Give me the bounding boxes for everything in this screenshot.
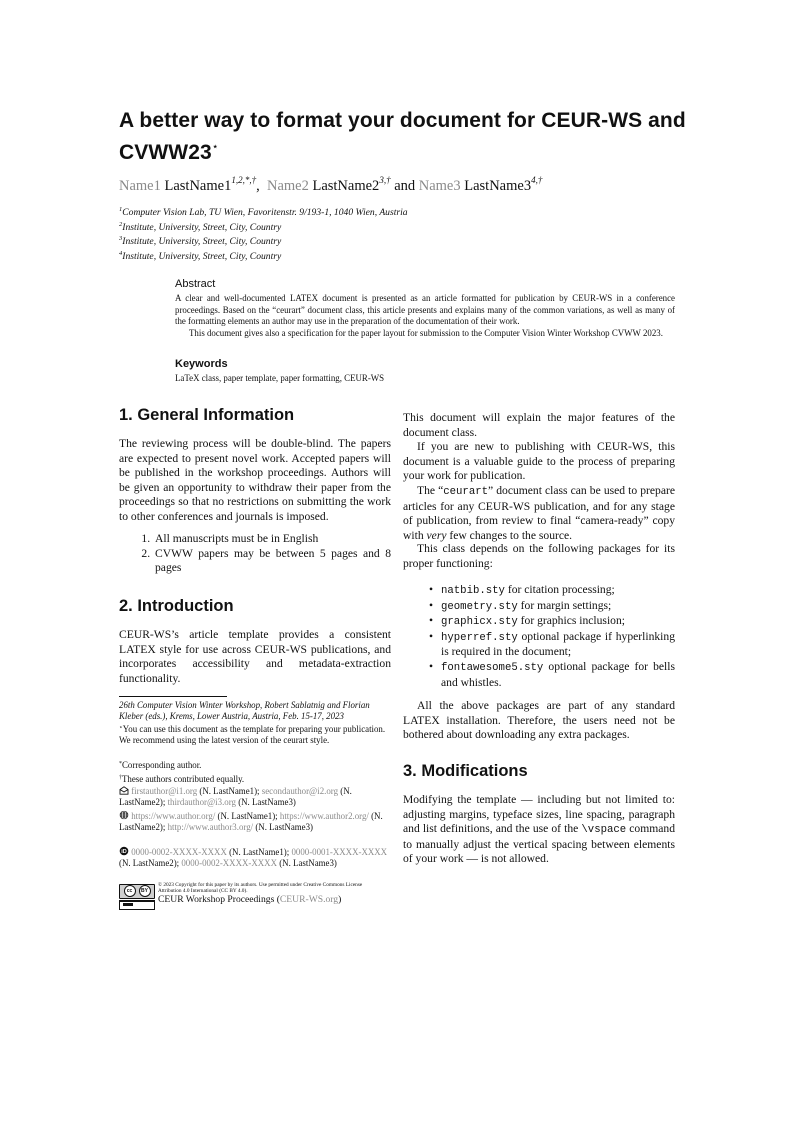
section-1-list [119, 532, 391, 576]
affiliation-1-text: Computer Vision Lab, TU Wien, Favoritenstr. 9/193-1, 1040 Wien, Austria [122, 207, 408, 218]
section-3-paragraph [403, 793, 675, 867]
author-list [119, 170, 689, 196]
author-3-first[interactable]: Name3 [418, 178, 461, 194]
orcid-link-2[interactable]: 0000-0001-XXXX-XXXX [291, 847, 388, 857]
footnote-emails [119, 786, 391, 809]
package-name: fontawesome5.sty [441, 661, 544, 674]
footnote-dagger-text: These authors contributed equally. [122, 774, 245, 784]
p3-code: ceurart [443, 486, 489, 498]
p3-end: few changes to the source. [449, 528, 573, 542]
email-owner-1: (N. LastName1); [199, 786, 260, 796]
svg-text:iD: iD [121, 849, 127, 855]
globe-icon [119, 810, 129, 820]
p3-emphasis: very [426, 528, 447, 542]
proceedings-pre: CEUR Workshop Proceedings ( [158, 894, 280, 905]
proceedings-line [158, 894, 341, 905]
affiliation-4-text: Institute, University, Street, City, Country [122, 250, 282, 262]
abstract-heading: Abstract [175, 278, 216, 290]
section-2-heading: 2. Introduction [119, 597, 234, 615]
license-text [158, 882, 398, 895]
footnote-orcids [119, 846, 391, 870]
email-link-3[interactable]: thirdauthor@i3.org [167, 797, 236, 808]
s3-pre: Modifying the template — including but not limited to: adjusting margins, typeface sizes, line spacing, paragraph and list definitions, and the use of the [403, 793, 675, 836]
affiliation-1-num: 1 [119, 206, 123, 213]
list-item: 2. CVWW papers may be between 5 pages and 8 pages [153, 547, 391, 576]
author-sep-2: and [394, 178, 416, 194]
url-owner-2: (N. LastName2); [119, 811, 383, 833]
url-link-1[interactable]: https://www.author.org/ [131, 811, 216, 821]
author-1-last: LastName1 [164, 178, 232, 194]
list-item [441, 583, 675, 599]
author-1-sup: 1,2,*,† [231, 175, 257, 185]
abstract-paragraph-1: A clear and well-documented LATEX document is presented as an article formatted for publication by CEUR-WS in a conference proceedings. Based on the “ceurart” document class, this article presents and explains many of the common variations, as well as many of the formatting elements an author may use in the preparation of the documentation of their work. [175, 293, 675, 327]
intro-paragraph-5: All the above packages are part of any standard LATEX installation. Therefore, the users need not be bothered about downloading any extra packages. [403, 699, 675, 742]
orcid-link-3[interactable]: 0000-0002-XXXX-XXXX [181, 858, 277, 869]
affiliation-4 [119, 247, 619, 265]
intro-paragraph-3 [403, 484, 675, 543]
footnote-star-mark: ⋆ [119, 725, 123, 731]
email-owner-2: (N. LastName2); [119, 786, 352, 808]
url-link-3[interactable]: http://www.author3.org/ [167, 822, 254, 833]
license-line-1: © 2023 Copyright for this paper by its authors. Use permitted under Creative Commons License [158, 882, 363, 888]
p3-post: ” document class can be used to prepare articles for any CEUR-WS publication, and for any stage of publication, from review to final “camera-ready” copy with [403, 484, 675, 542]
footnote-dagger-mark: † [119, 775, 122, 781]
footnote-equal [119, 773, 391, 785]
package-desc: for graphics inclusion; [520, 614, 625, 628]
s3-code: \vspace [581, 824, 627, 837]
affiliation-3-text: Institute, University, Street, City, Country [122, 236, 282, 247]
package-list [403, 583, 675, 690]
email-link-1[interactable]: firstauthor@i1.org [131, 786, 198, 796]
url-link-2[interactable]: https://www.author2.org/ [279, 811, 369, 821]
keywords-text: LaTeX class, paper template, paper formatting, CEUR-WS [175, 373, 385, 383]
affiliation-2-text: Institute, University, Street, City, Country [122, 221, 282, 233]
package-desc: optional package if hyperlinking is required in the document; [441, 629, 675, 659]
package-name: geometry.sty [441, 600, 518, 613]
package-desc: optional package for bells and whistles. [441, 659, 675, 689]
list-item: 1. All manuscripts must be in English [153, 532, 391, 547]
orcid-owner-1: (N. LastName1); [229, 847, 290, 857]
s3-post: command to manually adjust the vertical spacing between elements of your work — is not allowed. [403, 822, 675, 866]
list-item [441, 660, 675, 690]
author-2-first[interactable]: Name2 [266, 178, 309, 194]
section-2-paragraph: CEUR-WS’s article template provides a consistent LATEX style for use across CEUR-WS publications, and incorporates accessibility and metadata-extraction functionality. [119, 628, 391, 685]
footnote-star-text: You can use this document as the template for preparing your publication. We recommend using the latest version of the ceurart style. [119, 724, 386, 746]
package-name: natbib.sty [441, 585, 505, 597]
orcid-owner-2: (N. LastName2); [119, 858, 180, 869]
footnote-corr-text: Corresponding author. [122, 760, 202, 770]
intro-paragraph-1: This document will explain the major features of the document class. [403, 411, 675, 439]
list-item [441, 614, 675, 630]
author-2-sup: 3,† [379, 175, 391, 185]
section-3-heading: 3. Modifications [403, 762, 528, 780]
package-name: graphicx.sty [441, 616, 518, 629]
author-2-last: LastName2 [312, 178, 380, 194]
title-line-2: CVWW23 [119, 141, 212, 164]
paper-title [119, 108, 689, 166]
author-sep-1: , [256, 178, 260, 194]
footnote-corresponding [119, 759, 391, 771]
email-owner-3: (N. LastName3) [238, 797, 296, 808]
author-3-last: LastName3 [464, 178, 532, 194]
ceur-logo-icon [119, 896, 155, 914]
footnote-rule [119, 696, 227, 697]
envelope-icon [119, 786, 129, 795]
section-1-paragraph: The reviewing process will be double-blind. The papers are expected to present novel work. Accepted papers will be published in the workshop proceedings. Authors will be given an opportunity to withdraw their paper from the proceedings so that no restrictions on submitting the work to other conferences and journals is imposed. [119, 437, 391, 523]
url-owner-3: (N. LastName3) [255, 822, 313, 833]
package-name: hyperref.sty [441, 631, 518, 644]
author-1-first[interactable]: Name1 [119, 178, 161, 194]
footnote-urls [119, 810, 391, 834]
footnote-corr-mark: * [119, 761, 122, 767]
affiliation-2-num: 2 [119, 220, 123, 228]
orcid-owner-3: (N. LastName3) [279, 858, 337, 869]
package-desc: for margin settings; [520, 598, 612, 612]
author-3-sup: 4,† [531, 175, 543, 185]
intro-paragraph-2: If you are new to publishing with CEUR-WS, this document is a valuable guide to the process of preparing your work for publication. [403, 440, 675, 483]
footnote-conference: 26th Computer Vision Winter Workshop, Robert Sablatnig and Florian Kleber (eds.), Krems, Lower Austria, Austria, Feb. 15-17, 2023 [119, 700, 370, 722]
by-label: BY [139, 885, 151, 897]
list-item [441, 599, 675, 615]
cc-label: cc [124, 885, 136, 897]
keywords-heading: Keywords [175, 358, 228, 370]
license-line-2: Attribution 4.0 International (CC BY 4.0). [158, 888, 248, 895]
email-link-2[interactable]: secondauthor@i2.org [261, 786, 339, 796]
affiliation-4-num: 4 [119, 249, 123, 257]
footnote-star [119, 723, 391, 747]
proceedings-link[interactable]: CEUR-WS.org [279, 894, 339, 905]
affiliation-3-num: 3 [119, 235, 123, 242]
section-1-heading: 1. General Information [119, 406, 295, 424]
proceedings-post: ) [338, 894, 342, 905]
abstract-paragraph-2: This document gives also a specification for the paper layout for submission to the Computer Vision Winter Workshop CVWW 2023. [189, 328, 663, 338]
orcid-link-1[interactable]: 0000-0002-XXXX-XXXX [131, 847, 227, 857]
p3-pre: The “ [417, 484, 444, 497]
title-line-1: A better way to format your document for CEUR-WS and [119, 109, 686, 132]
intro-paragraph-4: This class depends on the following packages for its proper functioning: [403, 542, 675, 570]
title-footnote-mark: ⋆ [211, 141, 219, 153]
url-owner-1: (N. LastName1); [217, 811, 278, 821]
list-item [441, 630, 675, 660]
orcid-icon [119, 846, 129, 856]
package-desc: for citation processing; [507, 583, 615, 596]
